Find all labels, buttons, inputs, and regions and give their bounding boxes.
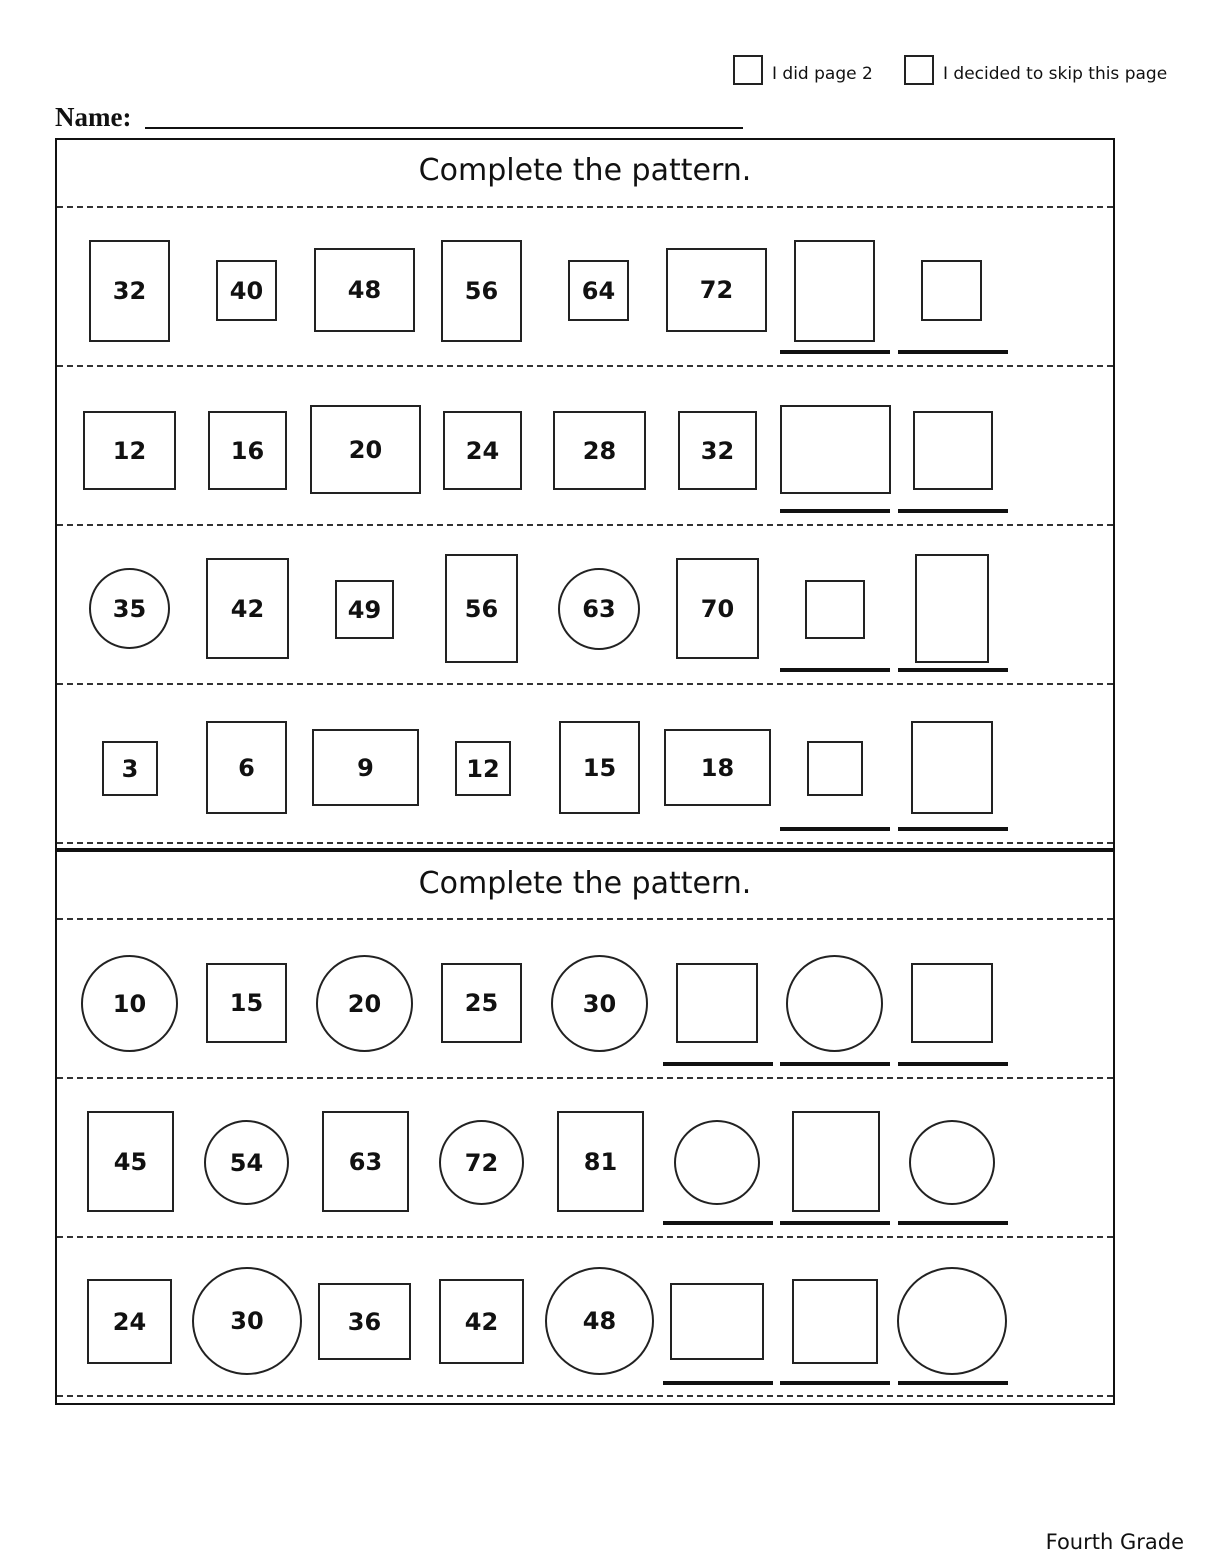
pattern-shape: 56: [445, 554, 518, 663]
pattern-shape: 72: [439, 1120, 524, 1205]
pattern-shape: 20: [316, 955, 413, 1052]
divider: [57, 683, 1113, 685]
pattern-shape: 63: [558, 568, 640, 650]
name-label: Name:: [55, 102, 132, 132]
pattern-shape: 56: [441, 240, 522, 342]
pattern-shape: 12: [83, 411, 176, 490]
pattern-shape: 30: [192, 1267, 302, 1375]
pattern-shape: 70: [676, 558, 759, 659]
answer-line: [780, 1221, 890, 1225]
answer-shape[interactable]: [897, 1267, 1007, 1375]
pattern-shape: 15: [559, 721, 640, 814]
pattern-shape: 32: [678, 411, 757, 490]
answer-shape[interactable]: [913, 411, 993, 490]
pattern-shape: 9: [312, 729, 419, 806]
divider: [57, 206, 1113, 208]
divider: [57, 842, 1113, 844]
divider: [57, 1236, 1113, 1238]
answer-line: [898, 1221, 1008, 1225]
answer-shape[interactable]: [786, 955, 883, 1052]
divider: [57, 524, 1113, 526]
pattern-shape: 30: [551, 955, 648, 1052]
section-1-title: Complete the pattern.: [418, 153, 752, 188]
divider: [57, 1395, 1113, 1397]
answer-line: [780, 1381, 890, 1385]
answer-shape[interactable]: [805, 580, 865, 639]
divider: [57, 1077, 1113, 1079]
answer-line: [780, 1062, 890, 1066]
pattern-shape: 10: [81, 955, 178, 1052]
pattern-shape: 45: [87, 1111, 174, 1212]
answer-shape[interactable]: [670, 1283, 764, 1360]
answer-shape[interactable]: [807, 741, 863, 796]
skip-page-label: I decided to skip this page: [943, 64, 1168, 84]
did-page-checkbox[interactable]: [733, 55, 763, 85]
answer-line: [898, 1062, 1008, 1066]
answer-shape[interactable]: [915, 554, 989, 663]
answer-line: [898, 668, 1008, 672]
name-line[interactable]: [145, 127, 743, 129]
skip-page-checkbox[interactable]: [904, 55, 934, 85]
answer-shape[interactable]: [792, 1279, 878, 1364]
pattern-shape: 24: [87, 1279, 172, 1364]
pattern-shape: 16: [208, 411, 287, 490]
answer-line: [780, 509, 890, 513]
pattern-shape: 36: [318, 1283, 411, 1360]
answer-shape[interactable]: [676, 963, 758, 1043]
answer-line: [663, 1062, 773, 1066]
grade-footer: Fourth Grade: [1045, 1530, 1184, 1554]
answer-line: [663, 1381, 773, 1385]
answer-shape[interactable]: [911, 721, 993, 814]
pattern-shape: 63: [322, 1111, 409, 1212]
answer-line: [780, 668, 890, 672]
pattern-shape: 48: [314, 248, 415, 332]
pattern-shape: 40: [216, 260, 277, 321]
pattern-shape: 18: [664, 729, 771, 806]
answer-shape[interactable]: [794, 240, 875, 342]
pattern-shape: 20: [310, 405, 421, 494]
answer-line: [898, 350, 1008, 354]
pattern-shape: 35: [89, 568, 170, 649]
pattern-shape: 81: [557, 1111, 644, 1212]
pattern-shape: 3: [102, 741, 158, 796]
pattern-shape: 42: [206, 558, 289, 659]
did-page-label: I did page 2: [772, 64, 873, 84]
pattern-shape: 72: [666, 248, 767, 332]
answer-shape[interactable]: [909, 1120, 995, 1205]
pattern-shape: 49: [335, 580, 394, 639]
pattern-shape: 42: [439, 1279, 524, 1364]
pattern-shape: 48: [545, 1267, 654, 1375]
divider: [57, 918, 1113, 920]
pattern-shape: 25: [441, 963, 522, 1043]
pattern-shape: 6: [206, 721, 287, 814]
section-2-title: Complete the pattern.: [418, 866, 752, 901]
pattern-shape: 15: [206, 963, 287, 1043]
pattern-shape: 64: [568, 260, 629, 321]
answer-line: [898, 827, 1008, 831]
answer-line: [898, 1381, 1008, 1385]
pattern-shape: 28: [553, 411, 646, 490]
answer-line: [663, 1221, 773, 1225]
pattern-shape: 24: [443, 411, 522, 490]
answer-shape[interactable]: [780, 405, 891, 494]
answer-line: [780, 350, 890, 354]
answer-shape[interactable]: [911, 963, 993, 1043]
answer-shape[interactable]: [792, 1111, 880, 1212]
answer-shape[interactable]: [674, 1120, 760, 1205]
answer-shape[interactable]: [921, 260, 982, 321]
answer-line: [898, 509, 1008, 513]
answer-line: [780, 827, 890, 831]
pattern-shape: 12: [455, 741, 511, 796]
pattern-shape: 32: [89, 240, 170, 342]
divider: [57, 365, 1113, 367]
pattern-shape: 54: [204, 1120, 289, 1205]
